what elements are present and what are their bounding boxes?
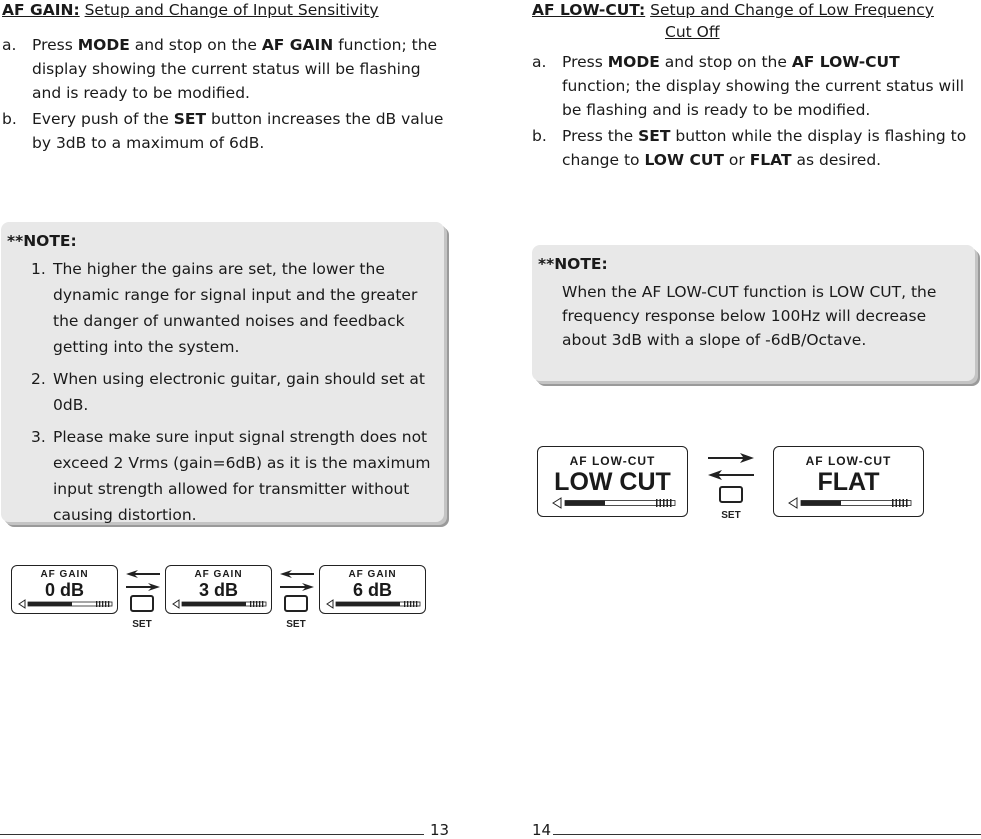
af-gain-display-0db: AF GAIN 0 dB	[11, 565, 118, 614]
set-label: SET	[721, 510, 741, 521]
left-heading-desc: Setup and Change of Input Sensitivity	[84, 1, 379, 19]
af-lowcut-display-flat: AF LOW-CUT FLAT	[773, 446, 924, 517]
af-gain-display-3db: AF GAIN 3 dB	[165, 565, 272, 614]
set-button-diagram	[278, 567, 316, 629]
right-note-title: **NOTE:	[538, 255, 608, 273]
af-gain-display-6db: AF GAIN 6 dB	[319, 565, 426, 614]
set-button-icon	[720, 487, 742, 502]
left-note-item: 2. When using electronic guitar, gain should set at 0dB.	[31, 370, 425, 414]
left-note-title: **NOTE:	[7, 232, 77, 250]
set-button-icon	[285, 596, 307, 611]
left-footer-rule	[0, 834, 424, 835]
left-note-item: 3. Please make sure input signal strength does not exceed 2 Vrms (gain=6dB) as it is the maximum input strength allowed for transmitter without causing distortion.	[31, 428, 431, 524]
level-meter-icon	[326, 599, 421, 609]
arrow-right-icon	[708, 453, 754, 463]
set-label: SET	[286, 619, 306, 629]
set-button-icon	[131, 596, 153, 611]
arrow-left-icon	[708, 470, 754, 480]
set-button-diagram	[706, 450, 756, 522]
arrow-left-icon	[280, 570, 314, 578]
right-heading-term: AF LOW-CUT:	[532, 1, 646, 19]
page-number-13: 13	[430, 821, 450, 839]
right-heading	[532, 0, 981, 21]
arrow-left-icon	[126, 570, 160, 578]
right-heading-desc-1: Setup and Change of Low Frequency	[650, 1, 934, 19]
left-step-b: b. Every push of the SET button increases the dB value by 3dB to a maximum of 6dB.	[2, 110, 444, 152]
left-heading-term: AF GAIN:	[2, 1, 80, 19]
set-button-diagram	[124, 567, 162, 629]
left-steps	[2, 33, 452, 157]
right-heading-line2	[665, 21, 720, 43]
left-heading	[2, 0, 379, 21]
left-step-a: a. Press MODE and stop on the AF GAIN function; the display showing the current status will be flashing and is ready to be modified.	[2, 36, 438, 102]
level-meter-icon	[552, 497, 677, 509]
right-note-box	[532, 245, 975, 381]
left-note-item: 1. The higher the gains are set, the lower the dynamic range for signal input and the greater the danger of unwanted noises and feedback getting into the system.	[31, 260, 418, 356]
right-step-a: a. Press MODE and stop on the AF LOW-CUT function; the display showing the current status will be flashing and is ready to be modified.	[532, 53, 965, 119]
set-label: SET	[132, 619, 152, 629]
right-note-text: When the AF LOW-CUT function is LOW CUT, the frequency response below 100Hz will decrease about 3dB with a slope of -6dB/Octave.	[562, 283, 937, 349]
left-note-list	[31, 256, 441, 534]
right-steps	[532, 50, 972, 174]
right-footer-rule	[553, 834, 981, 835]
level-meter-icon	[172, 599, 267, 609]
page-number-14: 14	[532, 821, 552, 839]
right-heading-desc-2: Cut Off	[665, 23, 720, 41]
level-meter-icon	[18, 599, 113, 609]
arrow-right-icon	[126, 583, 160, 591]
right-step-b: b. Press the SET button while the display is flashing to change to LOW CUT or FLAT as desired.	[532, 127, 967, 169]
level-meter-icon	[788, 497, 913, 509]
arrow-right-icon	[280, 583, 314, 591]
af-lowcut-display-lowcut: AF LOW-CUT LOW CUT	[537, 446, 688, 517]
left-note-box	[1, 222, 444, 522]
